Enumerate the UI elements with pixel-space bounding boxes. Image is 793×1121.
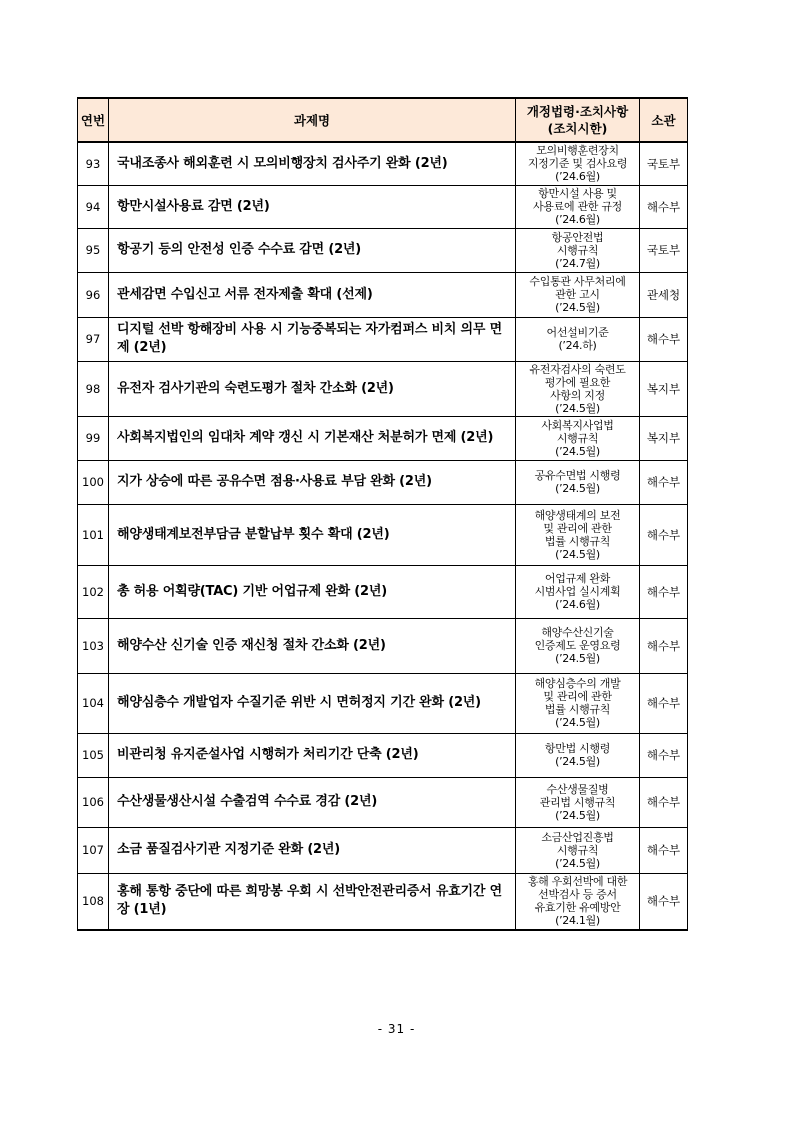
table-body <box>78 142 688 930</box>
row-number: 93 <box>78 142 109 185</box>
law-measure <box>516 873 640 930</box>
law-measure-line: 선박검사 등 증서 <box>538 888 617 902</box>
responsible-ministry: 관세청 <box>640 272 688 317</box>
law-measure <box>516 827 640 873</box>
law-measure <box>516 142 640 185</box>
responsible-ministry: 국토부 <box>640 142 688 185</box>
table-row <box>78 873 688 930</box>
law-measure-line: (’24.6월) <box>555 213 600 226</box>
law-measure-line: 항만시설 사용 및 <box>538 187 617 200</box>
law-measure-line: (’24.5월) <box>555 808 600 822</box>
law-measure <box>516 733 640 777</box>
responsible-ministry: 복지부 <box>640 416 688 460</box>
task-title: 지가 상승에 따른 공유수면 점용·사용료 부담 완화 (2년) <box>109 460 516 504</box>
law-measure-line: (’24.1월) <box>555 914 600 928</box>
responsible-ministry: 해수부 <box>640 873 688 930</box>
law-measure <box>516 317 640 361</box>
law-measure-line: 시행규칙 <box>556 843 599 857</box>
table-row <box>78 827 688 873</box>
law-measure-line: 해양생태계의 보전 <box>534 508 621 522</box>
law-measure <box>516 228 640 272</box>
row-number: 99 <box>78 416 109 460</box>
law-measure-line: 홍해 우회선박에 대한 <box>527 875 628 889</box>
task-title: 관세감면 수입신고 서류 전자제출 확대 (선제) <box>109 272 516 317</box>
law-measure-line: 공유수면법 시행령 <box>534 469 621 482</box>
law-measure-line: 사용료에 관한 규정 <box>532 200 622 213</box>
responsible-ministry: 해수부 <box>640 317 688 361</box>
table-row <box>78 460 688 504</box>
task-title: 해양심층수 개발업자 수질기준 위반 시 면허정지 기간 완화 (2년) <box>109 673 516 733</box>
task-title: 유전자 검사기관의 숙련도평가 절차 간소화 (2년) <box>109 361 516 416</box>
law-measure-line: 관한 고시 <box>555 288 600 301</box>
table-row <box>78 777 688 827</box>
row-number: 101 <box>78 504 109 565</box>
law-measure-line: 수입통관 사무처리에 <box>529 275 626 288</box>
law-measure-line: 법률 시행규칙 <box>544 534 611 548</box>
row-number: 105 <box>78 733 109 777</box>
page-number: - 31 - <box>377 1022 416 1036</box>
law-measure-line: 해양심층수의 개발 <box>534 677 621 690</box>
table-row <box>78 272 688 317</box>
law-measure-line: 항만법 시행령 <box>544 742 611 755</box>
task-title: 국내조종사 해외훈련 시 모의비행장치 검사주기 완화 (2년) <box>109 142 516 185</box>
law-measure-line: (’24.5월) <box>555 482 600 495</box>
task-title: 수산생물생산시설 수출검역 수수료 경감 (2년) <box>109 777 516 827</box>
table-row <box>78 185 688 228</box>
law-measure-line: 및 관리에 관한 <box>543 521 612 535</box>
row-number: 100 <box>78 460 109 504</box>
task-title: 항공기 등의 안전성 인증 수수료 감면 (2년) <box>109 228 516 272</box>
law-measure-line: 사항의 지정 <box>550 388 605 402</box>
law-measure-line: (’24.5월) <box>555 444 600 458</box>
law-measure-line: 및 관리에 관한 <box>543 690 612 703</box>
responsible-ministry: 해수부 <box>640 460 688 504</box>
task-title: 총 허용 어획량(TAC) 기반 어업규제 완화 (2년) <box>109 565 516 618</box>
law-measure-line: 어선설비기준 <box>546 326 609 339</box>
law-measure <box>516 361 640 416</box>
row-number: 104 <box>78 673 109 733</box>
table-row <box>78 317 688 361</box>
law-measure-line: (’24.5월) <box>555 652 600 665</box>
law-measure-line: 시행규칙 <box>556 243 599 257</box>
law-measure-line: (’24.5월) <box>555 547 600 561</box>
task-title: 홍해 통항 중단에 따른 희망봉 우회 시 선박안전관리증서 유효기간 연장 (1년) <box>109 873 516 930</box>
law-measure-line: 법률 시행규칙 <box>544 703 611 716</box>
responsible-ministry: 복지부 <box>640 361 688 416</box>
row-number: 97 <box>78 317 109 361</box>
law-measure-line: (’24.7월) <box>555 256 600 270</box>
row-number: 107 <box>78 827 109 873</box>
row-number: 95 <box>78 228 109 272</box>
task-title: 비관리청 유지준설사업 시행허가 처리기간 단축 (2년) <box>109 733 516 777</box>
law-measure-line: 사회복지사업법 <box>541 418 614 432</box>
law-measure-line: 해양수산신기술 <box>541 626 614 639</box>
law-measure-line: (’24.5월) <box>555 301 600 314</box>
law-measure-line: 인증제도 운영요령 <box>534 639 621 652</box>
task-title: 소금 품질검사기관 지정기준 완화 (2년) <box>109 827 516 873</box>
law-measure-line: 시범사업 실시계획 <box>534 585 621 598</box>
law-measure-line: 시행규칙 <box>556 431 599 445</box>
responsible-ministry: 해수부 <box>640 504 688 565</box>
responsible-ministry: 해수부 <box>640 733 688 777</box>
table-row <box>78 228 688 272</box>
law-measure-line: 항공안전법 <box>551 230 604 244</box>
law-measure-line: 유전자검사의 숙련도 <box>529 362 626 376</box>
task-title: 디지털 선박 항해장비 사용 시 기능중복되는 자가컴퍼스 비치 의무 면제 (2년) <box>109 317 516 361</box>
responsible-ministry: 국토부 <box>640 228 688 272</box>
law-measure <box>516 618 640 673</box>
row-number: 94 <box>78 185 109 228</box>
table-row <box>78 416 688 460</box>
law-measure-line: 어업규제 완화 <box>544 572 611 585</box>
header-law-line2: (조치시한) <box>547 121 608 136</box>
law-measure-line: (’24.6월) <box>555 170 600 184</box>
table-row <box>78 142 688 185</box>
responsible-ministry: 해수부 <box>640 673 688 733</box>
regulation-table <box>77 97 688 931</box>
responsible-ministry: 해수부 <box>640 565 688 618</box>
law-measure <box>516 416 640 460</box>
law-measure-line: (’24.5월) <box>555 856 600 870</box>
law-measure-line: (’24.5월) <box>555 401 600 415</box>
law-measure-line: (’24.5월) <box>555 716 600 729</box>
task-title: 해양생태계보전부담금 분할납부 횟수 확대 (2년) <box>109 504 516 565</box>
law-measure <box>516 185 640 228</box>
law-measure <box>516 673 640 733</box>
row-number: 103 <box>78 618 109 673</box>
responsible-ministry: 해수부 <box>640 827 688 873</box>
law-measure <box>516 565 640 618</box>
header-org: 소관 <box>640 98 688 142</box>
table-row <box>78 504 688 565</box>
row-number: 102 <box>78 565 109 618</box>
row-number: 98 <box>78 361 109 416</box>
law-measure-line: 평가에 필요한 <box>544 375 611 389</box>
law-measure <box>516 504 640 565</box>
header-law <box>516 98 640 142</box>
row-number: 106 <box>78 777 109 827</box>
table-row <box>78 361 688 416</box>
law-measure <box>516 272 640 317</box>
task-title: 사회복지법인의 임대차 계약 갱신 시 기본재산 처분허가 면제 (2년) <box>109 416 516 460</box>
law-measure-line: 관리법 시행규칙 <box>539 795 616 809</box>
header-title: 과제명 <box>109 98 516 142</box>
law-measure <box>516 777 640 827</box>
law-measure <box>516 460 640 504</box>
law-measure-line: 수산생물질병 <box>546 782 609 796</box>
responsible-ministry: 해수부 <box>640 185 688 228</box>
law-measure-line: 소금산업진흥법 <box>541 830 614 844</box>
table-header-row <box>78 98 688 142</box>
law-measure-line: (’24.5월) <box>555 755 600 768</box>
header-no: 연번 <box>78 98 109 142</box>
law-measure-line: 지정기준 및 검사요령 <box>527 157 628 171</box>
table-row <box>78 673 688 733</box>
task-title: 항만시설사용료 감면 (2년) <box>109 185 516 228</box>
law-measure-line: 유효기한 유예방안 <box>534 901 621 915</box>
row-number: 108 <box>78 873 109 930</box>
law-measure-line: 모의비행훈련장치 <box>536 144 619 158</box>
table-row <box>78 565 688 618</box>
task-title: 해양수산 신기술 인증 재신청 절차 간소화 (2년) <box>109 618 516 673</box>
law-measure-line: (’24.6월) <box>555 598 600 611</box>
law-measure-line: (’24.하) <box>558 339 597 352</box>
responsible-ministry: 해수부 <box>640 777 688 827</box>
header-law-line1: 개정법령·조치사항 <box>526 104 629 119</box>
table-row <box>78 733 688 777</box>
row-number: 96 <box>78 272 109 317</box>
table-row <box>78 618 688 673</box>
responsible-ministry: 해수부 <box>640 618 688 673</box>
